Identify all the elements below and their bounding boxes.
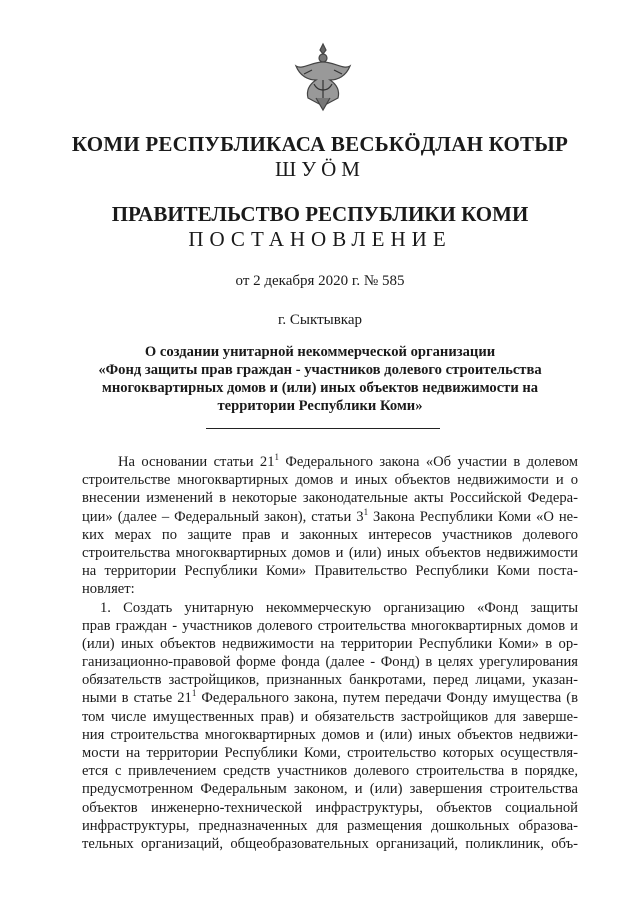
body-line: ции» (далее – Федеральный закон), статьи $3^1$ Закона Республики Коми «О не- bbox=[82, 506, 578, 525]
body-line: ными в статье $21^1$ Федерального закона, путем передачи Фонду имущества (в bbox=[82, 688, 579, 707]
body-line: ния строительства многоквартирных домов и (или) иных объектов недвижи- bbox=[82, 726, 578, 743]
body-line: инфраструктуры, предназначенных для размещения дошкольных образова- bbox=[82, 817, 578, 834]
title-line: территории Республики Коми» bbox=[217, 398, 423, 414]
body-line: мости на территории Республики Коми, строительство которых осуществля- bbox=[82, 745, 578, 761]
body-line: ких мерах по защите прав и законных интересов участников долевого bbox=[82, 526, 578, 543]
body-line: (или) иных объектов недвижимости на территории Республики Коми» в ор- bbox=[82, 635, 578, 652]
body-line: предусмотренном Федеральным законом, и (или) завершения строительства bbox=[82, 781, 578, 798]
title-divider bbox=[206, 428, 440, 429]
komi-government-title: КОМИ РЕСПУБЛИКАСА ВЕСЬКӦДЛАН КОТЫР bbox=[71, 132, 569, 156]
document-city: г. Сыктывкар bbox=[277, 312, 363, 328]
body-line: 1. Создать унитарную некоммерческую организацию «Фонд защиты bbox=[100, 599, 578, 616]
body-line: На основании статьи $21^1$ Федерального закона «Об участии в долевом bbox=[118, 452, 578, 470]
komi-document-type: ШУӦМ bbox=[275, 157, 365, 181]
komi-coat-of-arms-icon bbox=[292, 40, 354, 116]
body-line: прав граждан - участников долевого строительства многоквартирных домов и bbox=[82, 617, 578, 634]
body-line: объектов инженерно-технической инфраструктуры, объектов социальной bbox=[82, 799, 578, 816]
title-line: «Фонд защиты прав граждан - участников долевого строительства bbox=[98, 362, 542, 378]
body-line: ется с привлечением средств участников долевого строительства в порядке, bbox=[82, 763, 578, 780]
russian-government-title: ПРАВИТЕЛЬСТВО РЕСПУБЛИКИ КОМИ bbox=[111, 202, 529, 226]
body-line: строительства многоквартирных домов и (или) иных объектов недвижимости bbox=[82, 544, 578, 561]
body-line: строительстве многоквартирных домов и иных объектов недвижимости и о bbox=[82, 472, 578, 489]
body-line: новляет: bbox=[82, 581, 135, 598]
body-line: том числе имущественных прав) и обязательств застройщиков для заверше- bbox=[82, 708, 578, 725]
body-line: на территории Республики Коми» Правительство Республики Коми поста- bbox=[82, 563, 578, 580]
body-line: ганизационно-правовой форме фонда (далее - Фонд) в целях урегулирования bbox=[82, 654, 578, 671]
title-line: О создании унитарной некоммерческой организации bbox=[144, 344, 496, 360]
body-line: внесении изменений в некоторые законодательные акты Российской Федера- bbox=[82, 490, 578, 507]
document-title bbox=[70, 343, 570, 415]
document-date: от 2 декабря 2020 г. № 585 bbox=[235, 273, 405, 289]
document-body bbox=[82, 453, 578, 853]
body-line: тельных организаций, общеобразовательных организаций, поликлиник, объ- bbox=[82, 835, 578, 852]
title-line: многоквартирных домов и (или) иных объектов недвижимости на bbox=[101, 380, 539, 396]
russian-document-type: ПОСТАНОВЛЕНИЕ bbox=[188, 227, 452, 251]
body-line: обязательств застройщиков, признанных банкротами, перед лицами, указан- bbox=[82, 672, 578, 689]
